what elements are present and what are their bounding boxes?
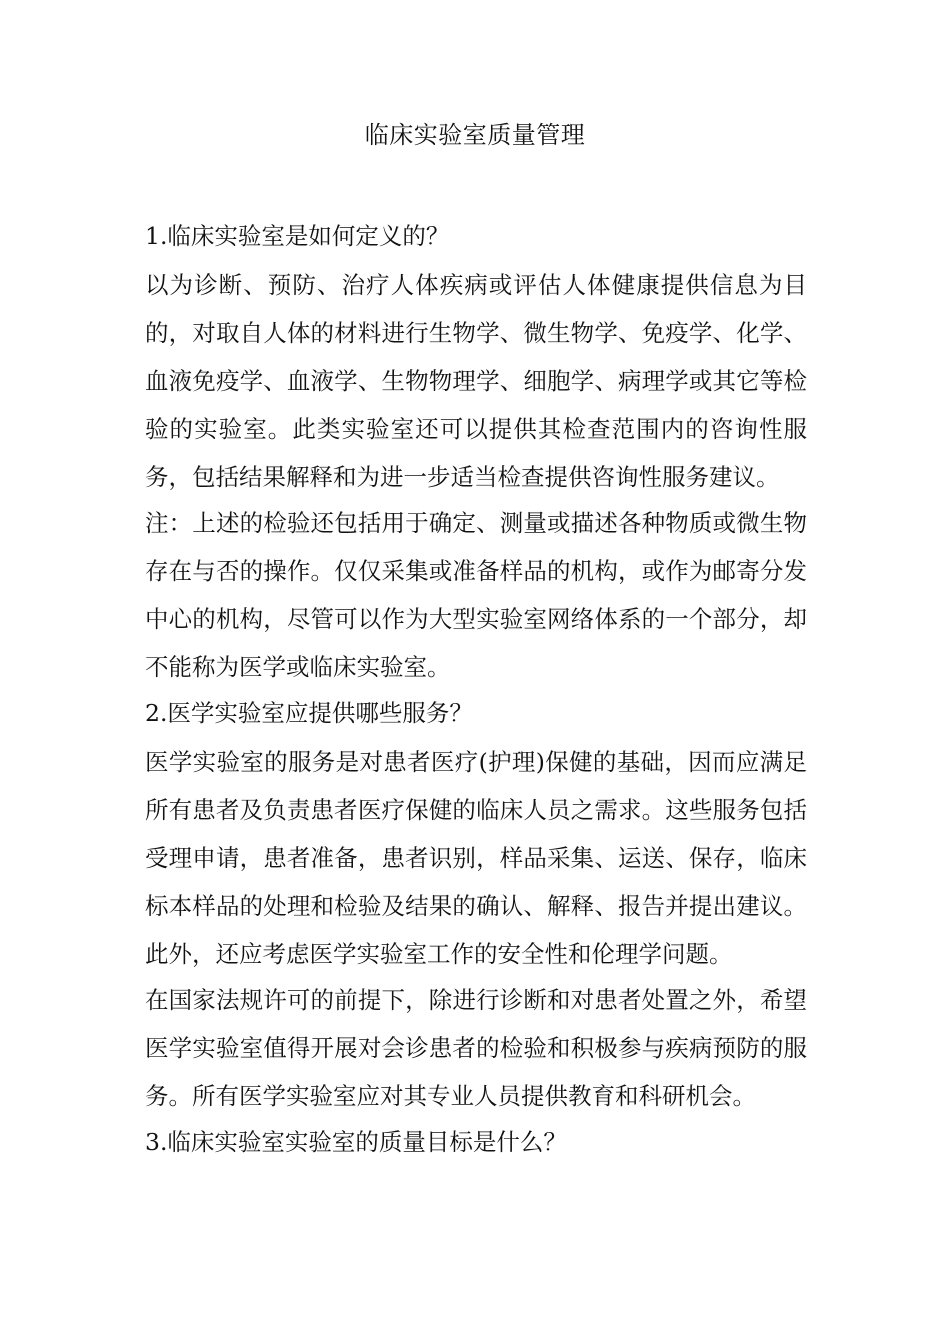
document-body — [145, 218, 807, 1173]
answer-2-paragraph-1: 医学实验室的服务是对患者医疗(护理)保健的基础，因而应满足所有患者及负责患者医疗保健的临床人员之需求。这些服务包括受理申请，患者准备，患者识别，样品采集、运送、保存，临床标本样品的处理和检验及结果的确认、解释、报告并提出建议。此外，还应考虑医学实验室工作的安全性和伦理学问题。 — [145, 748, 807, 968]
question-1: 1.临床实验室是如何定义的？ — [145, 222, 450, 250]
answer-2-paragraph-2: 在国家法规许可的前提下，除进行诊断和对患者处置之外，希望医学实验室值得开展对会诊患者的检验和积极参与疾病预防的服务。所有医学实验室应对其专业人员提供教育和科研机会。 — [145, 986, 807, 1110]
answer-1-note: 注：上述的检验还包括用于确定、测量或描述各种物质或微生物存在与否的操作。仅仅采集或准备样品的机构，或作为邮寄分发中心的机构，尽管可以作为大型实验室网络体系的一个部分，却不能称为医学或临床实验室。 — [145, 509, 807, 681]
question-2: 2.医学实验室应提供哪些服务？ — [145, 699, 473, 727]
answer-1-paragraph-1: 以为诊断、预防、治疗人体疾病或评估人体健康提供信息为目的，对取自人体的材料进行生物学、微生物学、免疫学、化学、血液免疫学、血液学、生物物理学、细胞学、病理学或其它等检验的实验室。此类实验室还可以提供其检查范围内的咨询性服务，包括结果解释和为进一步适当检查提供咨询性服务建议。 — [145, 271, 807, 491]
document-title: 临床实验室质量管理 — [364, 121, 586, 149]
question-3: 3.临床实验室实验室的质量目标是什么？ — [145, 1128, 567, 1156]
